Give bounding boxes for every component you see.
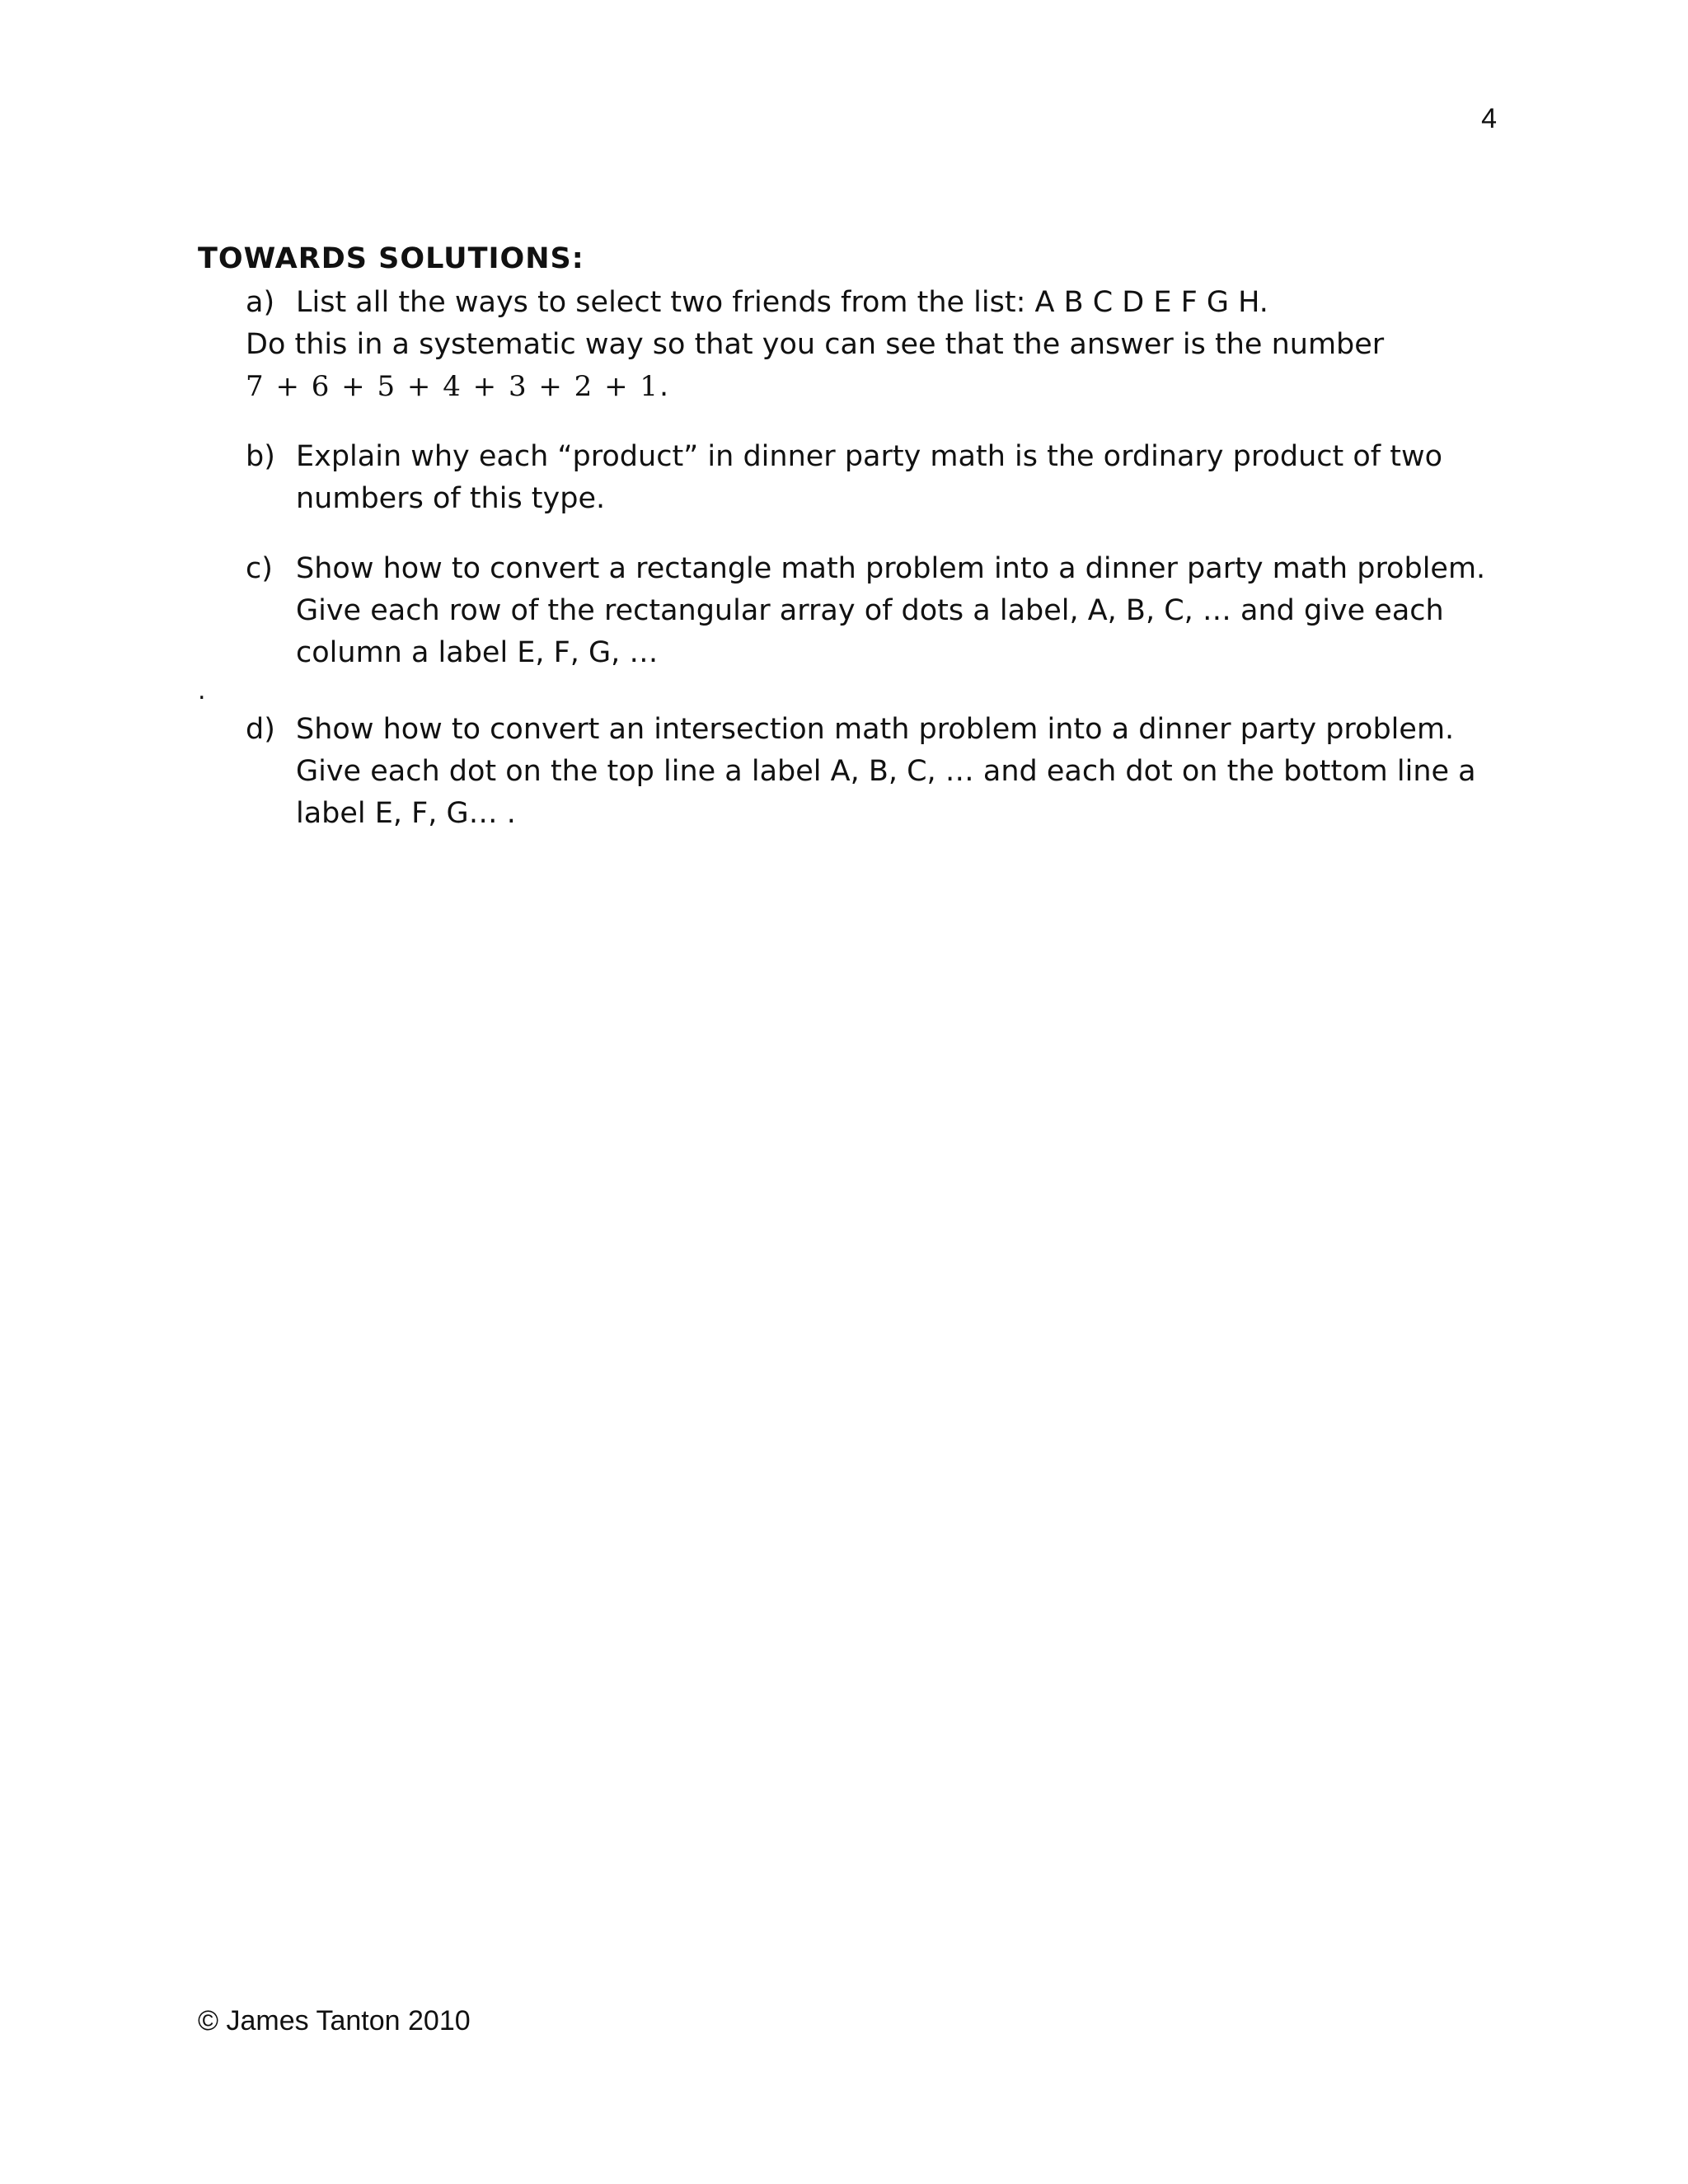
item-a-continuation (198, 324, 1500, 408)
stray-period: . (198, 677, 206, 705)
item-label-b: b) (246, 440, 275, 473)
page-number: 4 (1481, 103, 1497, 134)
section-heading: TOWARDS SOLUTIONS: (198, 242, 584, 275)
list-item-d (198, 709, 1500, 835)
list-item-a (198, 282, 1500, 324)
item-a-line2: Do this in a systematic way so that you can see that the answer is the number (246, 328, 1385, 361)
item-label-d: d) (246, 713, 275, 746)
item-label-a: a) (246, 286, 275, 319)
sum-period: . (659, 370, 669, 403)
item-label-c: c) (246, 552, 273, 585)
item-c-text: Show how to convert a rectangle math problem into a dinner party math problem. Give each row of the rectangular array of dots a label, A, B, C, … and give each column a label E, F, G, … (296, 552, 1486, 669)
item-d-text: Show how to convert an intersection math problem into a dinner party problem. Give each dot on the top line a label A, B, C, … and each dot on the bottom line a label E, F, G… . (296, 713, 1476, 830)
copyright-footer: © James Tanton 2010 (198, 2005, 471, 2036)
sum-expression: 7 + 6 + 5 + 4 + 3 + 2 + 1 (246, 370, 660, 403)
item-b-text: Explain why each “product” in dinner party math is the ordinary product of two numbers of this type. (296, 440, 1443, 515)
list-item-c (198, 548, 1500, 674)
item-a-text: List all the ways to select two friends from the list: A B C D E F G H. (296, 286, 1268, 319)
item-a-math-line (246, 366, 1500, 408)
document-body (198, 241, 1500, 835)
list-item-b (198, 436, 1500, 520)
